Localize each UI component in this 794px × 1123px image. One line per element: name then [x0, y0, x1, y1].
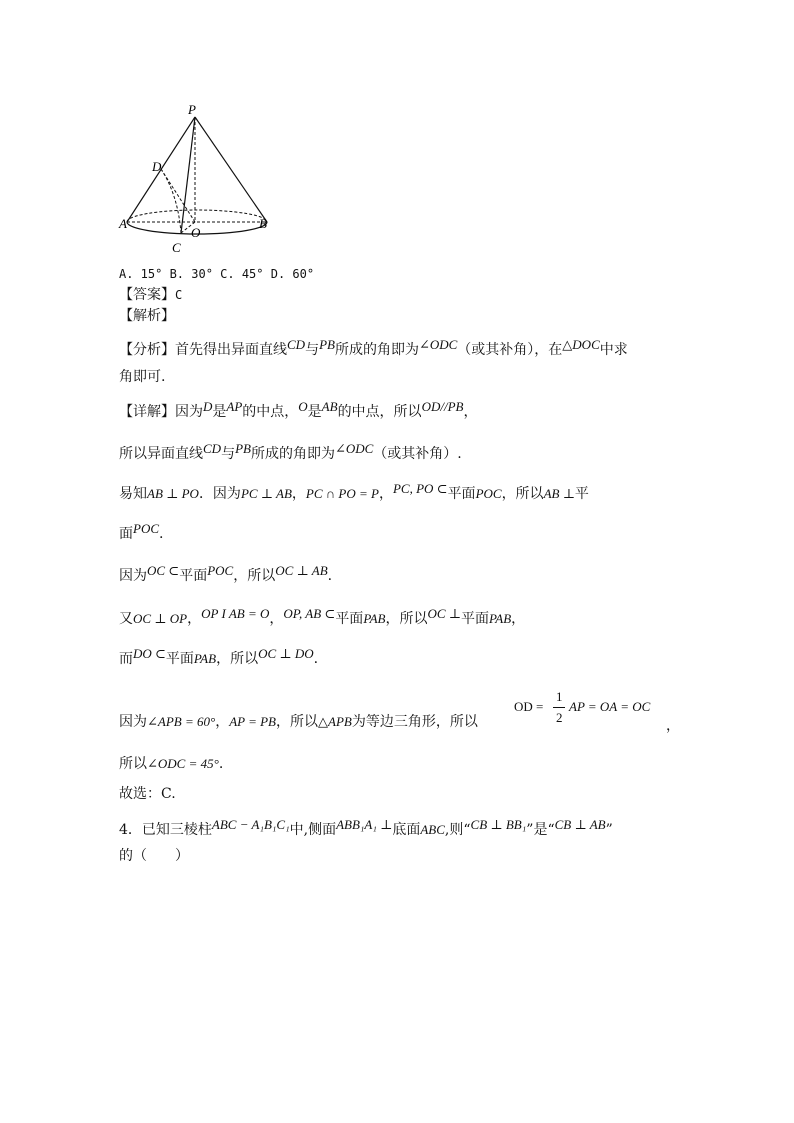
fraction-numerator: 1 [556, 689, 563, 704]
text: 易知 [119, 486, 147, 502]
math: AB ⊥ [543, 486, 575, 501]
text: 所成的角即为 [250, 446, 335, 462]
text: 而 [119, 651, 133, 667]
base-back-arc [127, 210, 267, 222]
edge-PB [195, 117, 267, 222]
math: ∠ODC [334, 441, 374, 456]
math: PAB [363, 611, 386, 626]
text: 与 [305, 342, 320, 358]
text: 所成的角即为 [334, 342, 419, 358]
text: ,则“ [444, 822, 471, 838]
math: PC ⊥ AB [240, 486, 292, 501]
text: 平面 [179, 568, 208, 584]
math: ABC − A₁B₁C₁ [211, 817, 290, 832]
math: AB [321, 399, 338, 414]
analysis-line-1 [119, 337, 628, 360]
text: ， [463, 404, 478, 420]
math: PC ∩ PO = P [305, 486, 379, 501]
math: OP I AB = O [201, 606, 270, 621]
label-B: B [259, 216, 267, 231]
text: ， [511, 611, 526, 627]
text: 因为 [119, 568, 147, 584]
label-A: A [119, 216, 127, 231]
line-8-end: ， [666, 718, 680, 734]
text: ” [605, 822, 613, 838]
text: 平面 [335, 611, 364, 627]
detail-line-8 [119, 712, 478, 732]
label-D: D [152, 159, 162, 174]
math: CD [287, 337, 306, 352]
cone-figure [112, 100, 282, 260]
fraction-denominator: 2 [556, 710, 563, 725]
analysis-heading: 【解析】 [119, 308, 175, 324]
text: 平面 [165, 651, 194, 667]
text: ，所以 [233, 568, 276, 584]
detail-line-4 [119, 521, 164, 544]
text: ，所以 [276, 714, 318, 730]
detail-line-5 [119, 563, 333, 586]
text: 所以 [119, 756, 147, 772]
text: . [313, 651, 319, 667]
detail-line-2 [119, 441, 462, 464]
text: 面 [119, 526, 133, 542]
segment-DO [161, 169, 195, 222]
text: 因为 [175, 404, 203, 420]
text: . [327, 568, 333, 584]
text: （或其补角），在 [457, 342, 563, 358]
detail-line-3 [119, 481, 589, 504]
math: CB ⊥ AB [554, 817, 606, 832]
choose-line: 故选：C. [119, 786, 176, 802]
text: 的中点， [242, 404, 299, 420]
math: OC ⊥ [427, 606, 462, 621]
math: ABC [420, 822, 445, 837]
text: 为等边三角形，所以 [351, 714, 478, 730]
math: OP, AB ⊂ [283, 606, 336, 621]
text: 与 [221, 446, 236, 462]
answer-line [119, 285, 182, 305]
math: △APB [318, 714, 352, 729]
math: ABB₁A₁ ⊥ [336, 817, 393, 832]
text: 是 [307, 404, 322, 420]
detail-tag: 【详解】 [119, 404, 175, 420]
text: ， [187, 611, 202, 627]
text: 底面 [392, 822, 421, 838]
text: 首先得出异面直线 [175, 342, 287, 358]
math: ∠ODC = 45° [147, 756, 219, 771]
segment-DC [161, 169, 181, 233]
text: . [159, 526, 164, 542]
text: 因为 [119, 714, 147, 730]
fraction-bar [553, 707, 565, 708]
detail-line-6 [119, 606, 526, 629]
math: PB [319, 337, 335, 352]
math: CD [203, 441, 222, 456]
text: ， [215, 714, 230, 730]
label-C: C [172, 240, 181, 255]
math: POC [475, 486, 502, 501]
text: ，所以 [385, 611, 428, 627]
analysis-line-2: 角即可. [119, 369, 166, 385]
math: AP = PB [229, 714, 276, 729]
answer-tag: 【答案】 [119, 287, 175, 303]
text: 平面 [447, 486, 476, 502]
text: ，所以 [216, 651, 259, 667]
math: PC, PO ⊂ [392, 481, 448, 496]
math: DO ⊂ [133, 646, 166, 661]
text: 中,侧面 [289, 822, 337, 838]
text: 又 [119, 611, 133, 627]
question-4-line-1 [119, 817, 613, 840]
text: ， [269, 611, 284, 627]
text: . [218, 756, 224, 772]
math: POC [207, 563, 234, 578]
detail-line-9 [119, 754, 223, 774]
math: AP [226, 399, 243, 414]
analysis-tag: 【分析】 [119, 342, 175, 358]
math: PAB [193, 651, 217, 666]
math: ∠ODC [418, 337, 458, 352]
text: 是 [212, 404, 227, 420]
math: △DOC [562, 337, 600, 352]
math: PAB [489, 611, 512, 626]
math: OC ⊥ OP [133, 611, 188, 626]
math: D [203, 399, 213, 414]
detail-line-1 [119, 399, 478, 422]
question-4-line-2: 的（ ） [119, 848, 189, 864]
answer-options: A. 15° B. 30° C. 45° D. 60° [119, 267, 315, 281]
answer-value: C [175, 288, 183, 302]
text: 中求 [599, 342, 628, 358]
label-O: O [191, 225, 201, 240]
math: AB ⊥ PO [147, 486, 199, 501]
text: （或其补角）. [373, 446, 462, 462]
math: OC ⊥ DO [258, 646, 314, 661]
math: O [298, 399, 308, 414]
text: 所以异面直线 [119, 446, 203, 462]
fraction-left: OD = [514, 699, 544, 714]
text: 平面 [461, 611, 490, 627]
text: 的中点，所以 [337, 404, 422, 420]
math: ∠APB = 60° [147, 714, 216, 729]
label-P: P [188, 102, 196, 117]
text: ．因为 [198, 486, 241, 502]
math: CB ⊥ BB₁ [470, 817, 527, 832]
text: ， [378, 486, 393, 502]
text: ”是“ [526, 822, 555, 838]
detail-line-7 [119, 646, 319, 669]
fraction-right: AP = OA = OC [569, 699, 651, 714]
text: ， [291, 486, 306, 502]
math: PB [235, 441, 251, 456]
math: OC ⊂ [147, 563, 180, 578]
text: ，所以 [501, 486, 544, 502]
math: OD//PB [421, 399, 464, 414]
math: OC ⊥ AB [275, 563, 328, 578]
math: POC [133, 521, 159, 536]
text: 4．已知三棱柱 [119, 822, 212, 838]
text: 平 [574, 486, 589, 502]
